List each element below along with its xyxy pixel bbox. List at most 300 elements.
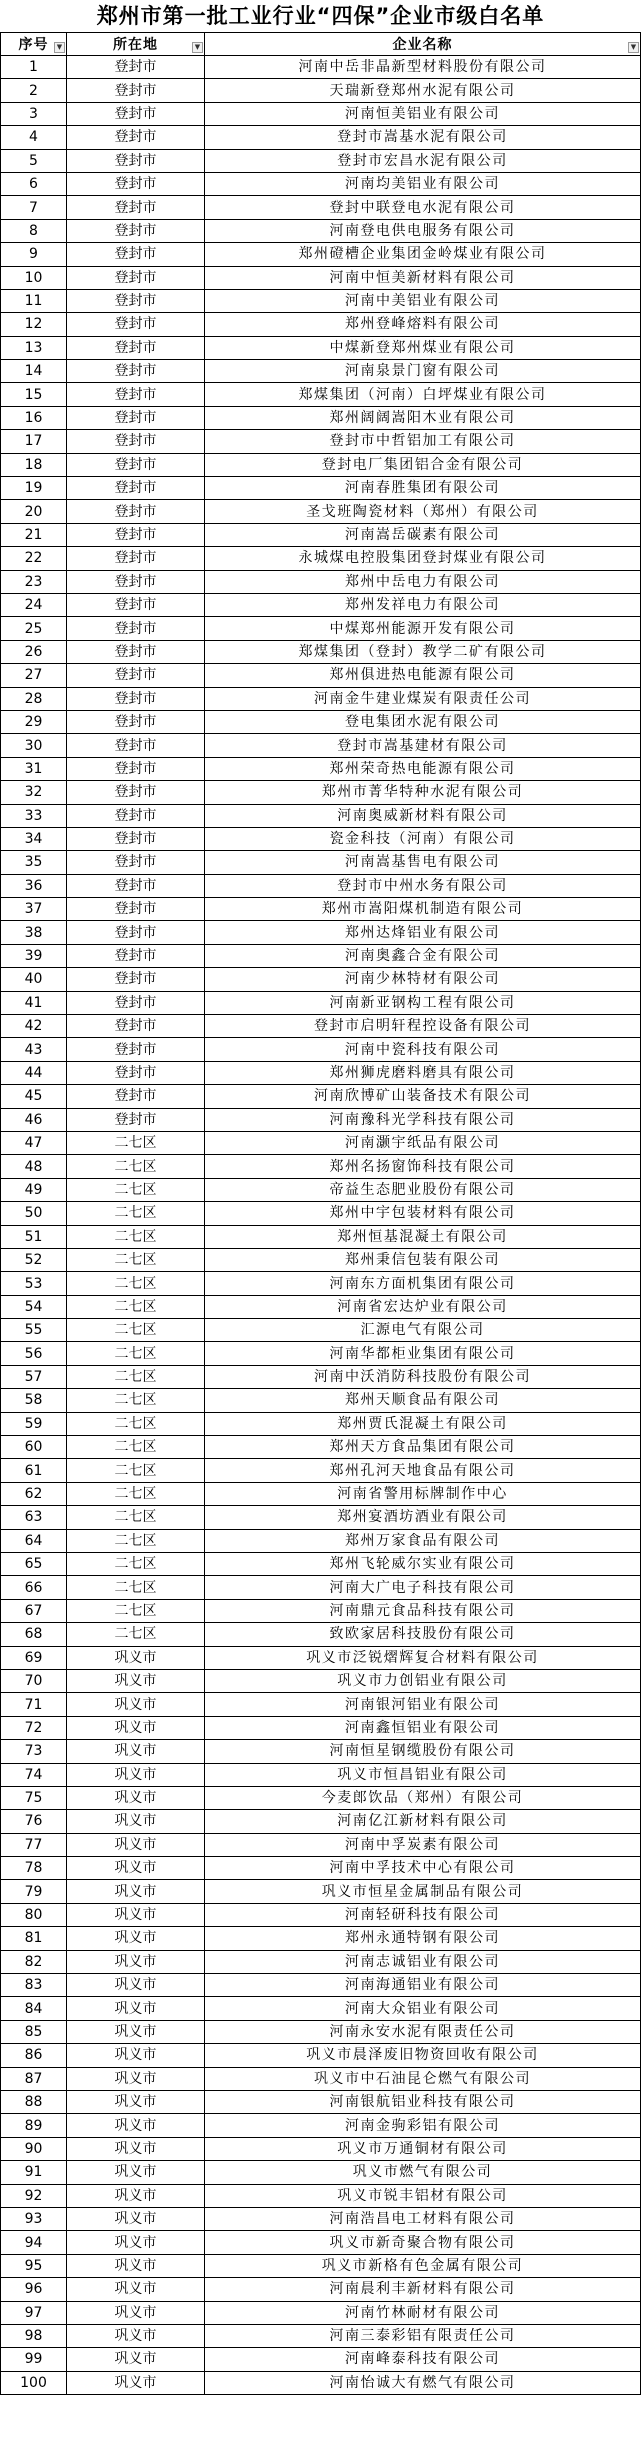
cell-seq[interactable]: 35 (1, 851, 67, 874)
cell-area[interactable]: 登封市 (67, 757, 205, 780)
cell-area[interactable]: 巩义市 (67, 2067, 205, 2090)
cell-company[interactable]: 巩义市燃气有限公司 (205, 2161, 641, 2184)
cell-seq[interactable]: 73 (1, 1740, 67, 1763)
cell-area[interactable]: 二七区 (67, 1553, 205, 1576)
cell-area[interactable]: 二七区 (67, 1389, 205, 1412)
cell-seq[interactable]: 45 (1, 1085, 67, 1108)
cell-seq[interactable]: 69 (1, 1646, 67, 1669)
cell-area[interactable]: 巩义市 (67, 2090, 205, 2113)
cell-seq[interactable]: 74 (1, 1763, 67, 1786)
cell-seq[interactable]: 6 (1, 172, 67, 195)
cell-company[interactable]: 河南中瓷科技有限公司 (205, 1038, 641, 1061)
cell-company[interactable]: 河南嵩岳碳素有限公司 (205, 523, 641, 546)
cell-area[interactable]: 登封市 (67, 453, 205, 476)
cell-area[interactable]: 登封市 (67, 56, 205, 79)
cell-company[interactable]: 郑州磴槽企业集团金岭煤业有限公司 (205, 243, 641, 266)
cell-seq[interactable]: 86 (1, 2044, 67, 2067)
cell-area[interactable]: 二七区 (67, 1412, 205, 1435)
cell-area[interactable]: 巩义市 (67, 1997, 205, 2020)
cell-area[interactable]: 二七区 (67, 1342, 205, 1365)
cell-company[interactable]: 河南春胜集团有限公司 (205, 477, 641, 500)
cell-company[interactable]: 河南大广电子科技有限公司 (205, 1576, 641, 1599)
cell-area[interactable]: 登封市 (67, 968, 205, 991)
cell-seq[interactable]: 16 (1, 406, 67, 429)
cell-company[interactable]: 中煤郑州能源开发有限公司 (205, 617, 641, 640)
cell-area[interactable]: 巩义市 (67, 2020, 205, 2043)
cell-seq[interactable]: 4 (1, 126, 67, 149)
cell-company[interactable]: 河南中岳非晶新型材料股份有限公司 (205, 56, 641, 79)
cell-company[interactable]: 巩义市力创铝业有限公司 (205, 1669, 641, 1692)
cell-seq[interactable]: 28 (1, 687, 67, 710)
cell-company[interactable]: 郑州中岳电力有限公司 (205, 570, 641, 593)
cell-seq[interactable]: 13 (1, 336, 67, 359)
cell-company[interactable]: 郑州贾氏混凝土有限公司 (205, 1412, 641, 1435)
cell-seq[interactable]: 67 (1, 1599, 67, 1622)
cell-seq[interactable]: 98 (1, 2324, 67, 2347)
cell-company[interactable]: 河南奥鑫合金有限公司 (205, 944, 641, 967)
cell-seq[interactable]: 93 (1, 2207, 67, 2230)
cell-area[interactable]: 巩义市 (67, 2254, 205, 2277)
cell-area[interactable]: 巩义市 (67, 2207, 205, 2230)
cell-company[interactable]: 河南鑫恒铝业有限公司 (205, 1716, 641, 1739)
cell-area[interactable]: 登封市 (67, 921, 205, 944)
cell-company[interactable]: 郑州发祥电力有限公司 (205, 593, 641, 616)
cell-company[interactable]: 郑州荣奇热电能源有限公司 (205, 757, 641, 780)
cell-area[interactable]: 二七区 (67, 1365, 205, 1388)
cell-seq[interactable]: 84 (1, 1997, 67, 2020)
cell-seq[interactable]: 82 (1, 1950, 67, 1973)
cell-area[interactable]: 二七区 (67, 1295, 205, 1318)
cell-company[interactable]: 河南晨利丰新材料有限公司 (205, 2278, 641, 2301)
cell-company[interactable]: 郑州秉信包装有限公司 (205, 1248, 641, 1271)
cell-seq[interactable]: 42 (1, 1015, 67, 1038)
cell-area[interactable]: 登封市 (67, 1061, 205, 1084)
cell-area[interactable]: 巩义市 (67, 1950, 205, 1973)
cell-company[interactable]: 圣戈班陶瓷材料（郑州）有限公司 (205, 500, 641, 523)
cell-company[interactable]: 河南新亚钢构工程有限公司 (205, 991, 641, 1014)
cell-area[interactable]: 登封市 (67, 219, 205, 242)
cell-seq[interactable]: 11 (1, 289, 67, 312)
cell-company[interactable]: 河南峰泰科技有限公司 (205, 2348, 641, 2371)
cell-company[interactable]: 郑州永通特钢有限公司 (205, 1927, 641, 1950)
cell-area[interactable]: 巩义市 (67, 1927, 205, 1950)
cell-company[interactable]: 河南中恒美新材料有限公司 (205, 266, 641, 289)
cell-seq[interactable]: 99 (1, 2348, 67, 2371)
cell-company[interactable]: 河南大众铝业有限公司 (205, 1997, 641, 2020)
cell-seq[interactable]: 32 (1, 781, 67, 804)
cell-area[interactable]: 二七区 (67, 1225, 205, 1248)
cell-area[interactable]: 巩义市 (67, 1669, 205, 1692)
cell-area[interactable]: 二七区 (67, 1202, 205, 1225)
cell-area[interactable]: 登封市 (67, 102, 205, 125)
cell-seq[interactable]: 71 (1, 1693, 67, 1716)
cell-area[interactable]: 登封市 (67, 266, 205, 289)
cell-area[interactable]: 二七区 (67, 1459, 205, 1482)
cell-seq[interactable]: 58 (1, 1389, 67, 1412)
cell-company[interactable]: 郑州市菁华特种水泥有限公司 (205, 781, 641, 804)
cell-area[interactable]: 登封市 (67, 851, 205, 874)
cell-seq[interactable]: 44 (1, 1061, 67, 1084)
cell-company[interactable]: 登封市嵩基建材有限公司 (205, 734, 641, 757)
cell-company[interactable]: 河南中孚炭素有限公司 (205, 1833, 641, 1856)
cell-seq[interactable]: 49 (1, 1178, 67, 1201)
cell-seq[interactable]: 70 (1, 1669, 67, 1692)
cell-area[interactable]: 二七区 (67, 1576, 205, 1599)
cell-area[interactable]: 巩义市 (67, 2231, 205, 2254)
cell-seq[interactable]: 7 (1, 196, 67, 219)
cell-area[interactable]: 登封市 (67, 149, 205, 172)
cell-seq[interactable]: 17 (1, 430, 67, 453)
cell-area[interactable]: 巩义市 (67, 1974, 205, 1997)
cell-area[interactable]: 巩义市 (67, 1786, 205, 1809)
cell-seq[interactable]: 5 (1, 149, 67, 172)
cell-seq[interactable]: 81 (1, 1927, 67, 1950)
cell-seq[interactable]: 41 (1, 991, 67, 1014)
cell-area[interactable]: 二七区 (67, 1178, 205, 1201)
cell-company[interactable]: 郑州恒基混凝土有限公司 (205, 1225, 641, 1248)
cell-seq[interactable]: 40 (1, 968, 67, 991)
cell-area[interactable]: 巩义市 (67, 2044, 205, 2067)
cell-area[interactable]: 巩义市 (67, 2278, 205, 2301)
cell-company[interactable]: 郑州天顺食品有限公司 (205, 1389, 641, 1412)
cell-company[interactable]: 河南泉景门窗有限公司 (205, 360, 641, 383)
cell-company[interactable]: 河南银航铝业科技有限公司 (205, 2090, 641, 2113)
cell-area[interactable]: 二七区 (67, 1623, 205, 1646)
cell-area[interactable]: 巩义市 (67, 2114, 205, 2137)
cell-company[interactable]: 郑州名扬窗饰科技有限公司 (205, 1155, 641, 1178)
cell-seq[interactable]: 50 (1, 1202, 67, 1225)
cell-company[interactable]: 河南金牛建业煤炭有限责任公司 (205, 687, 641, 710)
cell-company[interactable]: 河南亿江新材料有限公司 (205, 1810, 641, 1833)
cell-seq[interactable]: 96 (1, 2278, 67, 2301)
cell-seq[interactable]: 77 (1, 1833, 67, 1856)
dropdown-filter-icon[interactable]: ▼ (628, 42, 639, 53)
cell-company[interactable]: 河南轻研科技有限公司 (205, 1903, 641, 1926)
cell-seq[interactable]: 27 (1, 664, 67, 687)
cell-area[interactable]: 登封市 (67, 1085, 205, 1108)
cell-seq[interactable]: 12 (1, 313, 67, 336)
cell-area[interactable]: 二七区 (67, 1272, 205, 1295)
cell-area[interactable]: 登封市 (67, 593, 205, 616)
cell-seq[interactable]: 26 (1, 640, 67, 663)
cell-seq[interactable]: 30 (1, 734, 67, 757)
cell-seq[interactable]: 61 (1, 1459, 67, 1482)
cell-seq[interactable]: 91 (1, 2161, 67, 2184)
cell-seq[interactable]: 24 (1, 593, 67, 616)
cell-company[interactable]: 登封电厂集团铝合金有限公司 (205, 453, 641, 476)
cell-company[interactable]: 河南省宏达炉业有限公司 (205, 1295, 641, 1318)
cell-company[interactable]: 帝益生态肥业股份有限公司 (205, 1178, 641, 1201)
cell-company[interactable]: 天瑞新登郑州水泥有限公司 (205, 79, 641, 102)
cell-area[interactable]: 登封市 (67, 172, 205, 195)
cell-seq[interactable]: 31 (1, 757, 67, 780)
cell-seq[interactable]: 37 (1, 898, 67, 921)
cell-area[interactable]: 二七区 (67, 1248, 205, 1271)
cell-area[interactable]: 登封市 (67, 360, 205, 383)
cell-area[interactable]: 二七区 (67, 1599, 205, 1622)
cell-company[interactable]: 登封市嵩基水泥有限公司 (205, 126, 641, 149)
cell-seq[interactable]: 33 (1, 804, 67, 827)
cell-company[interactable]: 郑州天方食品集团有限公司 (205, 1436, 641, 1459)
cell-seq[interactable]: 39 (1, 944, 67, 967)
cell-area[interactable]: 二七区 (67, 1529, 205, 1552)
cell-company[interactable]: 河南浩昌电工材料有限公司 (205, 2207, 641, 2230)
cell-area[interactable]: 登封市 (67, 196, 205, 219)
cell-seq[interactable]: 29 (1, 710, 67, 733)
cell-company[interactable]: 郑州狮虎磨料磨具有限公司 (205, 1061, 641, 1084)
cell-company[interactable]: 郑州阔阔嵩阳木业有限公司 (205, 406, 641, 429)
cell-area[interactable]: 登封市 (67, 944, 205, 967)
cell-seq[interactable]: 34 (1, 827, 67, 850)
cell-company[interactable]: 郑州俱进热电能源有限公司 (205, 664, 641, 687)
cell-area[interactable]: 二七区 (67, 1436, 205, 1459)
cell-area[interactable]: 巩义市 (67, 1880, 205, 1903)
cell-company[interactable]: 汇源电气有限公司 (205, 1319, 641, 1342)
cell-area[interactable]: 巩义市 (67, 1810, 205, 1833)
cell-seq[interactable]: 62 (1, 1482, 67, 1505)
cell-area[interactable]: 二七区 (67, 1155, 205, 1178)
cell-company[interactable]: 郑州市嵩阳煤机制造有限公司 (205, 898, 641, 921)
cell-area[interactable]: 登封市 (67, 477, 205, 500)
cell-seq[interactable]: 43 (1, 1038, 67, 1061)
cell-area[interactable]: 巩义市 (67, 2161, 205, 2184)
cell-area[interactable]: 巩义市 (67, 1857, 205, 1880)
cell-company[interactable]: 河南华都柜业集团有限公司 (205, 1342, 641, 1365)
cell-company[interactable]: 巩义市晨泽废旧物资回收有限公司 (205, 2044, 641, 2067)
cell-company[interactable]: 河南欣博矿山装备技术有限公司 (205, 1085, 641, 1108)
cell-area[interactable]: 登封市 (67, 827, 205, 850)
cell-seq[interactable]: 21 (1, 523, 67, 546)
cell-company[interactable]: 河南金驹彩铝有限公司 (205, 2114, 641, 2137)
cell-seq[interactable]: 79 (1, 1880, 67, 1903)
cell-area[interactable]: 登封市 (67, 523, 205, 546)
cell-area[interactable]: 二七区 (67, 1131, 205, 1154)
cell-seq[interactable]: 18 (1, 453, 67, 476)
cell-seq[interactable]: 53 (1, 1272, 67, 1295)
cell-seq[interactable]: 97 (1, 2301, 67, 2324)
cell-area[interactable]: 登封市 (67, 1015, 205, 1038)
cell-company[interactable]: 郑州中宇包装材料有限公司 (205, 1202, 641, 1225)
cell-company[interactable]: 郑煤集团（登封）教学二矿有限公司 (205, 640, 641, 663)
cell-area[interactable]: 巩义市 (67, 1646, 205, 1669)
cell-seq[interactable]: 65 (1, 1553, 67, 1576)
cell-seq[interactable]: 59 (1, 1412, 67, 1435)
cell-area[interactable]: 登封市 (67, 898, 205, 921)
cell-company[interactable]: 河南灏宇纸品有限公司 (205, 1131, 641, 1154)
cell-company[interactable]: 河南永安水泥有限责任公司 (205, 2020, 641, 2043)
cell-seq[interactable]: 48 (1, 1155, 67, 1178)
cell-company[interactable]: 登封市启明轩程控设备有限公司 (205, 1015, 641, 1038)
cell-seq[interactable]: 75 (1, 1786, 67, 1809)
cell-seq[interactable]: 8 (1, 219, 67, 242)
cell-area[interactable]: 登封市 (67, 126, 205, 149)
cell-seq[interactable]: 88 (1, 2090, 67, 2113)
cell-area[interactable]: 二七区 (67, 1482, 205, 1505)
cell-area[interactable]: 登封市 (67, 991, 205, 1014)
cell-seq[interactable]: 20 (1, 500, 67, 523)
cell-seq[interactable]: 3 (1, 102, 67, 125)
cell-area[interactable]: 巩义市 (67, 1833, 205, 1856)
cell-seq[interactable]: 10 (1, 266, 67, 289)
cell-company[interactable]: 登封市宏昌水泥有限公司 (205, 149, 641, 172)
cell-company[interactable]: 河南恒美铝业有限公司 (205, 102, 641, 125)
cell-seq[interactable]: 46 (1, 1108, 67, 1131)
cell-company[interactable]: 致欧家居科技股份有限公司 (205, 1623, 641, 1646)
cell-seq[interactable]: 55 (1, 1319, 67, 1342)
dropdown-filter-icon[interactable]: ▼ (192, 42, 203, 53)
cell-seq[interactable]: 83 (1, 1974, 67, 1997)
cell-company[interactable]: 河南中美铝业有限公司 (205, 289, 641, 312)
cell-seq[interactable]: 68 (1, 1623, 67, 1646)
cell-company[interactable]: 郑州孔河天地食品有限公司 (205, 1459, 641, 1482)
cell-area[interactable]: 登封市 (67, 406, 205, 429)
cell-company[interactable]: 巩义市恒昌铝业有限公司 (205, 1763, 641, 1786)
cell-company[interactable]: 瓷金科技（河南）有限公司 (205, 827, 641, 850)
cell-company[interactable]: 巩义市新奇聚合物有限公司 (205, 2231, 641, 2254)
cell-area[interactable]: 登封市 (67, 547, 205, 570)
cell-company[interactable]: 巩义市新格有色金属有限公司 (205, 2254, 641, 2277)
cell-company[interactable]: 郑州万家食品有限公司 (205, 1529, 641, 1552)
cell-company[interactable]: 河南海通铝业有限公司 (205, 1974, 641, 1997)
cell-area[interactable]: 巩义市 (67, 2324, 205, 2347)
cell-seq[interactable]: 100 (1, 2371, 67, 2394)
cell-company[interactable]: 登封中联登电水泥有限公司 (205, 196, 641, 219)
cell-company[interactable]: 河南均美铝业有限公司 (205, 172, 641, 195)
cell-area[interactable]: 登封市 (67, 313, 205, 336)
cell-area[interactable]: 巩义市 (67, 2301, 205, 2324)
cell-company[interactable]: 河南银河铝业有限公司 (205, 1693, 641, 1716)
cell-seq[interactable]: 15 (1, 383, 67, 406)
cell-company[interactable]: 河南豫科光学科技有限公司 (205, 1108, 641, 1131)
cell-company[interactable]: 河南省警用标牌制作中心 (205, 1482, 641, 1505)
cell-seq[interactable]: 25 (1, 617, 67, 640)
cell-seq[interactable]: 56 (1, 1342, 67, 1365)
cell-company[interactable]: 中煤新登郑州煤业有限公司 (205, 336, 641, 359)
cell-seq[interactable]: 80 (1, 1903, 67, 1926)
cell-area[interactable]: 登封市 (67, 1038, 205, 1061)
cell-company[interactable]: 郑州登峰熔料有限公司 (205, 313, 641, 336)
cell-area[interactable]: 登封市 (67, 781, 205, 804)
cell-seq[interactable]: 94 (1, 2231, 67, 2254)
dropdown-filter-icon[interactable]: ▼ (54, 42, 65, 53)
cell-area[interactable]: 巩义市 (67, 2348, 205, 2371)
cell-area[interactable]: 登封市 (67, 710, 205, 733)
cell-company[interactable]: 河南鼎元食品科技有限公司 (205, 1599, 641, 1622)
cell-company[interactable]: 永城煤电控股集团登封煤业有限公司 (205, 547, 641, 570)
cell-company[interactable]: 巩义市恒星金属制品有限公司 (205, 1880, 641, 1903)
cell-area[interactable]: 登封市 (67, 500, 205, 523)
cell-area[interactable]: 登封市 (67, 640, 205, 663)
cell-company[interactable]: 登封市中哲铝加工有限公司 (205, 430, 641, 453)
cell-seq[interactable]: 89 (1, 2114, 67, 2137)
cell-company[interactable]: 郑州飞轮威尔实业有限公司 (205, 1553, 641, 1576)
cell-seq[interactable]: 36 (1, 874, 67, 897)
cell-area[interactable]: 登封市 (67, 570, 205, 593)
cell-area[interactable]: 登封市 (67, 874, 205, 897)
cell-company[interactable]: 河南怡诚大有燃气有限公司 (205, 2371, 641, 2394)
cell-area[interactable]: 登封市 (67, 804, 205, 827)
cell-seq[interactable]: 52 (1, 1248, 67, 1271)
cell-area[interactable]: 登封市 (67, 430, 205, 453)
cell-area[interactable]: 巩义市 (67, 1716, 205, 1739)
cell-company[interactable]: 巩义市中石油昆仑燃气有限公司 (205, 2067, 641, 2090)
cell-area[interactable]: 巩义市 (67, 1903, 205, 1926)
cell-company[interactable]: 河南中孚技术中心有限公司 (205, 1857, 641, 1880)
cell-seq[interactable]: 64 (1, 1529, 67, 1552)
cell-seq[interactable]: 60 (1, 1436, 67, 1459)
cell-seq[interactable]: 47 (1, 1131, 67, 1154)
cell-company[interactable]: 巩义市泛锐熠辉复合材料有限公司 (205, 1646, 641, 1669)
cell-seq[interactable]: 78 (1, 1857, 67, 1880)
cell-area[interactable]: 登封市 (67, 664, 205, 687)
cell-seq[interactable]: 72 (1, 1716, 67, 1739)
cell-seq[interactable]: 51 (1, 1225, 67, 1248)
cell-company[interactable]: 河南东方面机集团有限公司 (205, 1272, 641, 1295)
cell-seq[interactable]: 66 (1, 1576, 67, 1599)
cell-area[interactable]: 登封市 (67, 1108, 205, 1131)
cell-area[interactable]: 二七区 (67, 1319, 205, 1342)
cell-company[interactable]: 河南嵩基售电有限公司 (205, 851, 641, 874)
cell-seq[interactable]: 95 (1, 2254, 67, 2277)
cell-area[interactable]: 登封市 (67, 336, 205, 359)
cell-area[interactable]: 登封市 (67, 617, 205, 640)
cell-area[interactable]: 登封市 (67, 79, 205, 102)
cell-company[interactable]: 巩义市万通铜材有限公司 (205, 2137, 641, 2160)
cell-company[interactable]: 登封市中州水务有限公司 (205, 874, 641, 897)
cell-area[interactable]: 登封市 (67, 243, 205, 266)
cell-company[interactable]: 巩义市锐丰铝材有限公司 (205, 2184, 641, 2207)
cell-company[interactable]: 河南恒星钢缆股份有限公司 (205, 1740, 641, 1763)
cell-area[interactable]: 登封市 (67, 289, 205, 312)
cell-seq[interactable]: 19 (1, 477, 67, 500)
cell-company[interactable]: 河南少林特材有限公司 (205, 968, 641, 991)
cell-area[interactable]: 巩义市 (67, 1763, 205, 1786)
cell-company[interactable]: 河南登电供电服务有限公司 (205, 219, 641, 242)
cell-seq[interactable]: 87 (1, 2067, 67, 2090)
cell-area[interactable]: 巩义市 (67, 2371, 205, 2394)
cell-area[interactable]: 巩义市 (67, 2184, 205, 2207)
cell-area[interactable]: 巩义市 (67, 1693, 205, 1716)
cell-area[interactable]: 登封市 (67, 734, 205, 757)
cell-company[interactable]: 河南中沃消防科技股份有限公司 (205, 1365, 641, 1388)
cell-area[interactable]: 巩义市 (67, 2137, 205, 2160)
cell-company[interactable]: 郑煤集团（河南）白坪煤业有限公司 (205, 383, 641, 406)
cell-seq[interactable]: 85 (1, 2020, 67, 2043)
cell-seq[interactable]: 14 (1, 360, 67, 383)
cell-company[interactable]: 河南三泰彩铝有限责任公司 (205, 2324, 641, 2347)
cell-company[interactable]: 河南志诚铝业有限公司 (205, 1950, 641, 1973)
cell-seq[interactable]: 90 (1, 2137, 67, 2160)
cell-seq[interactable]: 76 (1, 1810, 67, 1833)
cell-seq[interactable]: 92 (1, 2184, 67, 2207)
cell-seq[interactable]: 23 (1, 570, 67, 593)
cell-area[interactable]: 二七区 (67, 1506, 205, 1529)
cell-seq[interactable]: 1 (1, 56, 67, 79)
cell-company[interactable]: 郑州达烽铝业有限公司 (205, 921, 641, 944)
cell-area[interactable]: 登封市 (67, 383, 205, 406)
cell-seq[interactable]: 2 (1, 79, 67, 102)
cell-company[interactable]: 河南竹林耐材有限公司 (205, 2301, 641, 2324)
cell-area[interactable]: 巩义市 (67, 1740, 205, 1763)
cell-seq[interactable]: 9 (1, 243, 67, 266)
cell-company[interactable]: 今麦郎饮品（郑州）有限公司 (205, 1786, 641, 1809)
cell-seq[interactable]: 54 (1, 1295, 67, 1318)
cell-seq[interactable]: 38 (1, 921, 67, 944)
cell-company[interactable]: 郑州宴酒坊酒业有限公司 (205, 1506, 641, 1529)
cell-area[interactable]: 登封市 (67, 687, 205, 710)
cell-seq[interactable]: 63 (1, 1506, 67, 1529)
cell-seq[interactable]: 22 (1, 547, 67, 570)
